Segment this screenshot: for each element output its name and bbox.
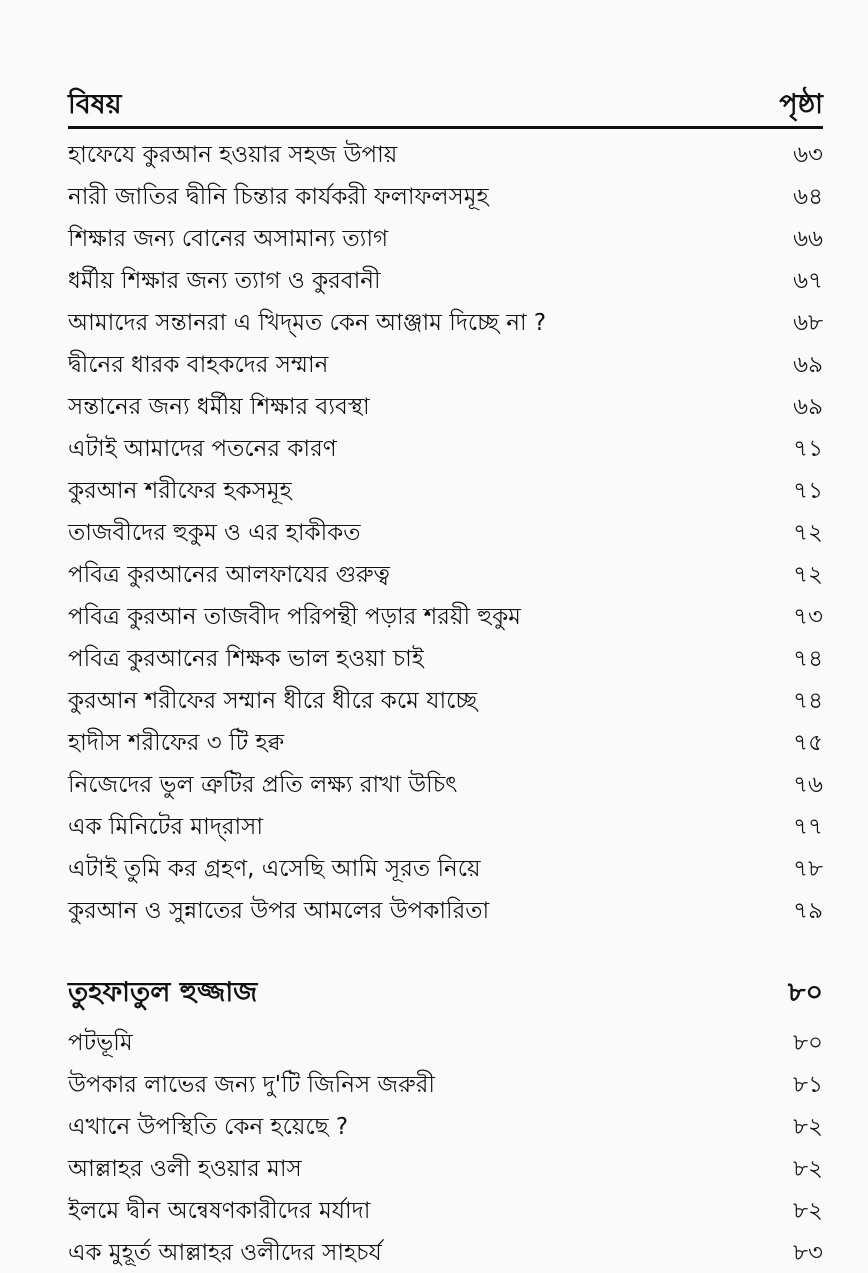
toc-entry-title: এক মিনিটের মাদ্‌রাসা: [68, 814, 264, 840]
toc-entry-title: নিজেদের ভুল ত্রুটির প্রতি লক্ষ্য রাখা উচিৎ: [68, 772, 458, 798]
toc-entry: [68, 550, 823, 592]
toc-list: [68, 130, 823, 928]
toc-entry-page: ৭২: [793, 562, 823, 588]
toc-entry-title: এটাই তুমি কর গ্রহণ, এসেছি আমি সূরত নিয়ে: [68, 856, 481, 882]
toc-entry-title: হাদীস শরীফের ৩ টি হক্ব: [68, 730, 285, 756]
toc-entry-title: কুরআন শরীফের হকসমূহ: [68, 478, 292, 504]
toc-entry-title: নারী জাতির দ্বীনি চিন্তার কার্যকরী ফলাফলসমূহ: [68, 184, 489, 210]
toc-entry-title: পবিত্র কুরআনের শিক্ষক ভাল হওয়া চাই: [68, 646, 424, 672]
toc-entry: [68, 1018, 823, 1060]
toc-entry-page: ৭৩: [793, 604, 823, 630]
toc-entry: [68, 886, 823, 928]
toc-entry: [68, 508, 823, 550]
toc-entry-page: ৭৫: [793, 730, 823, 756]
toc-entry: [68, 1060, 823, 1102]
toc-entry: [68, 676, 823, 718]
toc-entry-page: ৭৪: [793, 646, 823, 672]
toc-entry-title: সন্তানের জন্য ধর্মীয় শিক্ষার ব্যবস্থা: [68, 394, 370, 420]
toc-entry: [68, 1228, 823, 1270]
toc-entry-page: ৭৯: [793, 898, 823, 924]
toc-entry: [68, 592, 823, 634]
toc-entry-title: তাজবীদের হুকুম ও এর হাকীকত: [68, 520, 361, 546]
toc-entry: [68, 760, 823, 802]
toc-entry-title: এক মুহূর্ত আল্লাহর ওলীদের সাহচর্য: [68, 1240, 382, 1266]
toc-entry-page: ৭২: [793, 520, 823, 546]
toc-entry-title: এখানে উপস্থিতি কেন হয়েছে ?: [68, 1114, 349, 1140]
toc-entry-page: ৮০: [793, 1030, 823, 1056]
toc-entry: [68, 298, 823, 340]
toc-entry-title: পবিত্র কুরআন তাজবীদ পরিপন্থী পড়ার শরয়ী হুকুম: [68, 604, 521, 630]
toc-entry-page: ৬৩: [793, 142, 823, 168]
toc-entry-page: ৭৮: [793, 856, 823, 882]
section-page: ৮০: [787, 977, 823, 1008]
toc-entry: [68, 718, 823, 760]
section-heading-row: [68, 968, 823, 1018]
toc-entry: [68, 1102, 823, 1144]
toc-entry-title: ধর্মীয় শিক্ষার জন্য ত্যাগ ও কুরবানী: [68, 268, 381, 294]
toc-entry-page: ৬৪: [793, 184, 823, 210]
toc-entry-page: ৮২: [793, 1156, 823, 1182]
toc-entry-page: ৮২: [793, 1114, 823, 1140]
toc-entry-title: উপকার লাভের জন্য দু'টি জিনিস জরুরী: [68, 1072, 435, 1098]
toc-entry-page: ৭৬: [793, 772, 823, 798]
toc-entry-title: দ্বীনের ধারক বাহকদের সম্মান: [68, 352, 329, 378]
toc-entry-page: ৬৯: [793, 394, 823, 420]
toc-entry-title: শিক্ষার জন্য বোনের অসামান্য ত্যাগ: [68, 226, 389, 252]
toc-entry: [68, 634, 823, 676]
toc-entry-title: কুরআন ও সুন্নাতের উপর আমলের উপকারিতা: [68, 898, 490, 924]
toc-entry: [68, 256, 823, 298]
toc-entry-title: আল্লাহর ওলী হওয়ার মাস: [68, 1156, 302, 1182]
toc-entry-page: ৭১: [793, 436, 823, 462]
toc-entry-page: ৭৭: [793, 814, 823, 840]
toc-entry-title: পটভূমি: [68, 1030, 133, 1056]
toc-entry: [68, 214, 823, 256]
toc-header: [68, 78, 823, 126]
toc-entry-page: ৭৪: [793, 688, 823, 714]
toc-entry-title: এটাই আমাদের পতনের কারণ: [68, 436, 337, 462]
toc-entry-title: হাফেযে কুরআন হওয়ার সহজ উপায়: [68, 142, 398, 168]
toc-entry: [68, 172, 823, 214]
toc-entry-page: ৭১: [793, 478, 823, 504]
toc-entry-page: ৬৬: [793, 226, 823, 252]
section-toc-list: [68, 1018, 823, 1270]
subject-heading: বিষয়: [68, 89, 122, 120]
toc-entry: [68, 1144, 823, 1186]
toc-entry-title: আমাদের সন্তানরা এ খিদ্‌মত কেন আঞ্জাম দিচ্ছে না ?: [68, 310, 547, 336]
toc-entry-title: কুরআন শরীফের সম্মান ধীরে ধীরে কমে যাচ্ছে: [68, 688, 478, 714]
toc-entry: [68, 382, 823, 424]
toc-entry: [68, 802, 823, 844]
page-heading: পৃষ্ঠা: [779, 89, 823, 120]
toc-entry-page: ৮২: [793, 1198, 823, 1224]
toc-entry-title: পবিত্র কুরআনের আলফাযের গুরুত্ব: [68, 562, 391, 588]
toc-entry: [68, 340, 823, 382]
toc-entry: [68, 1186, 823, 1228]
toc-entry-page: ৬৮: [793, 310, 823, 336]
toc-entry-title: ইলমে দ্বীন অন্বেষণকারীদের মর্যাদা: [68, 1198, 371, 1224]
toc-entry-page: ৬৯: [793, 352, 823, 378]
toc-entry-page: ৬৭: [793, 268, 823, 294]
toc-entry: [68, 466, 823, 508]
header-rule: [68, 126, 823, 129]
toc-entry: [68, 424, 823, 466]
toc-entry: [68, 844, 823, 886]
toc-entry-page: ৮১: [793, 1072, 823, 1098]
section-title: তুহফাতুল হুজ্জাজ: [68, 977, 258, 1008]
toc-entry-page: ৮৩: [793, 1240, 823, 1266]
toc-entry: [68, 130, 823, 172]
